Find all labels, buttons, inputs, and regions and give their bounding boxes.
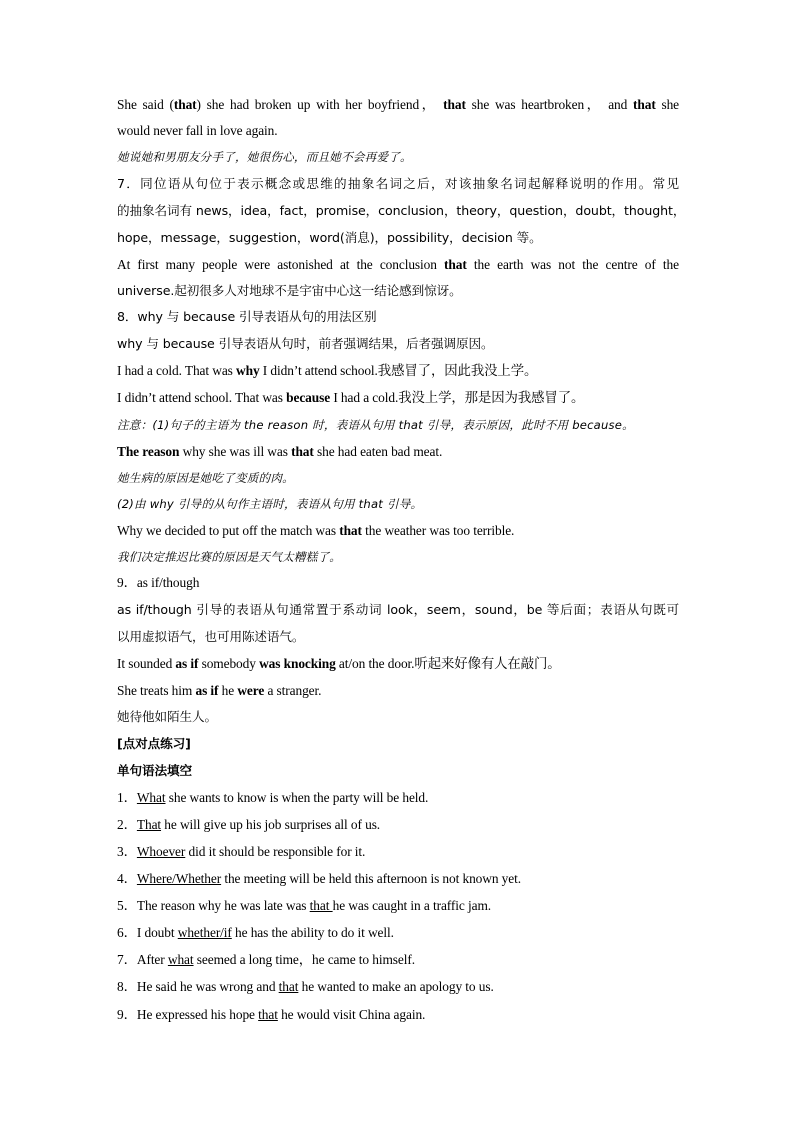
text-run: seemed a long time，he came to himself.	[193, 952, 415, 967]
text-run: did it should be responsible for it.	[185, 844, 366, 859]
text-run: 4．	[117, 871, 137, 886]
text-run: would never fall in love again.	[117, 123, 278, 138]
text-run: as if/though 引导的表语从句通常置于系动词 look，seem，sound，be 等后面；表语从句既可	[117, 602, 679, 617]
exercise-item-7	[117, 951, 679, 969]
text-run: 单句语法填空	[117, 763, 192, 778]
text-run: (2)由 why 引导的从句作主语时，表语从句用 that 引导。	[117, 497, 423, 511]
text-run: the earth was not the centre of the	[466, 257, 679, 272]
text-run: I had a cold.我没上学，那是因为我感冒了。	[330, 390, 585, 405]
answer-blank: what	[167, 952, 194, 967]
section-9-line-3	[117, 628, 679, 646]
emphasis-text: The reason	[117, 444, 180, 459]
example-translation-stranger	[117, 708, 679, 726]
answer-blank: Whoever	[136, 844, 186, 859]
example-sentence-why	[117, 362, 679, 380]
emphasis-text: because	[286, 390, 331, 405]
text-run: She said (	[117, 97, 174, 112]
section-7-line-2	[117, 202, 686, 220]
emphasis-text: were	[237, 683, 265, 698]
text-run: why she was ill was	[179, 444, 292, 459]
answer-blank: What	[136, 790, 166, 805]
section-9-heading	[117, 574, 679, 592]
text-run: I didn’t attend school.我感冒了，因此我没上学。	[259, 363, 538, 378]
exercise-subheading	[117, 762, 679, 780]
text-run: 我们决定推迟比赛的原因是天气太糟糕了。	[117, 550, 342, 564]
exercise-item-3	[117, 843, 679, 861]
exercise-item-6	[117, 924, 679, 942]
text-run: 3．	[117, 844, 137, 859]
text-run: It sounded	[117, 656, 176, 671]
text-run: 9．as if/though	[117, 575, 200, 590]
emphasis-text: why	[236, 363, 260, 378]
emphasis-text: that	[339, 523, 362, 538]
text-run: 8．He said he was wrong and	[117, 979, 279, 994]
text-run: he was caught in a traffic jam.	[332, 898, 492, 913]
section-7-line-3	[117, 229, 679, 247]
text-run: she	[655, 97, 680, 112]
example-sentence-because	[117, 389, 679, 407]
example-translation-reason	[117, 469, 679, 487]
text-run: why 与 because 引导表语从句时，前者强调结果，后者强调原因。	[117, 336, 494, 351]
text-run: 6．I doubt	[117, 925, 178, 940]
answer-blank: whether/if	[177, 925, 232, 940]
text-run: she was heartbroken， and	[465, 97, 634, 112]
example-sentence-reason	[117, 443, 679, 461]
example-translation-match	[117, 548, 679, 566]
emphasis-text: as if	[195, 683, 219, 698]
text-run: [点对点练习]	[117, 736, 191, 751]
example-sentence-stranger	[117, 682, 679, 700]
section-8-line-2	[117, 335, 679, 353]
exercise-item-2	[117, 816, 679, 834]
text-run: 8．why 与 because 引导表语从句的用法区别	[117, 309, 377, 324]
text-run: 7．同位语从句位于表示概念或思维的抽象名词之后，对该抽象名词起解释说明的作用。常见	[117, 176, 679, 191]
note-line-2	[117, 495, 679, 513]
note-line	[117, 416, 679, 434]
example-sentence-as-if	[117, 655, 679, 673]
text-run: universe.起初很多人对地球不是宇宙中心这一结论感到惊讶。	[117, 283, 462, 298]
text-run: I didn’t attend school. That was	[117, 390, 287, 405]
emphasis-text: was knocking	[259, 656, 336, 671]
exercise-item-8	[117, 978, 679, 996]
text-run: somebody	[198, 656, 260, 671]
example-translation	[117, 282, 679, 300]
emphasis-text: that	[291, 444, 314, 459]
section-7-heading	[117, 175, 679, 193]
text-run: he	[218, 683, 238, 698]
section-8-heading	[117, 308, 679, 326]
text-run: 1．	[117, 790, 137, 805]
answer-blank: that	[258, 1007, 278, 1022]
text-run: the weather was too terrible.	[361, 523, 515, 538]
example-sentence	[117, 256, 679, 274]
text-run: a stranger.	[264, 683, 322, 698]
text-run: the meeting will be held this afternoon is not known yet.	[221, 871, 521, 886]
exercise-item-5	[117, 897, 679, 915]
emphasis-text: as if	[175, 656, 199, 671]
text-run: 以用虚拟语气，也可用陈述语气。	[117, 629, 305, 644]
answer-blank: that	[309, 898, 333, 913]
text-run: Why we decided to put off the match was	[117, 523, 340, 538]
answer-blank: That	[136, 817, 162, 832]
text-run: 她生病的原因是她吃了变质的肉。	[117, 471, 294, 485]
chinese-translation-line	[117, 148, 679, 166]
text-run: 2．	[117, 817, 137, 832]
text-run: he has the ability to do it well.	[231, 925, 394, 940]
text-run: he will give up his job surprises all of us.	[161, 817, 381, 832]
emphasis-text: that	[173, 97, 197, 112]
text-run: 她待他如陌生人。	[117, 709, 217, 724]
paragraph-line-2	[117, 122, 679, 140]
exercise-item-4	[117, 870, 679, 888]
text-run: 9．He expressed his hope	[117, 1007, 259, 1022]
emphasis-text: that	[633, 97, 656, 112]
answer-blank: that	[278, 979, 299, 994]
text-run: he wanted to make an apology to us.	[298, 979, 494, 994]
text-run: 7．After	[117, 952, 168, 967]
text-run: 注意：(1)句子的主语为 the reason 时，表语从句用 that 引导，表示原因，此时不用 because。	[117, 418, 634, 432]
text-run: at/on the door.听起来好像有人在敲门。	[335, 656, 561, 671]
text-run: hope，message，suggestion，word(消息)，possibility，decision 等。	[117, 230, 542, 245]
text-run: She treats him	[117, 683, 196, 698]
emphasis-text: that	[443, 97, 466, 112]
text-run: he would visit China again.	[277, 1007, 426, 1022]
emphasis-text: that	[444, 257, 467, 272]
exercise-item-9	[117, 1006, 679, 1024]
text-run: I had a cold. That was	[117, 363, 237, 378]
text-run: 5．The reason why he was late was	[117, 898, 310, 913]
text-run: she had eaten bad meat.	[313, 444, 443, 459]
exercise-heading	[117, 735, 679, 753]
text-run: 的抽象名词有 news，idea，fact，promise，conclusion，theory，question，doubt，thought，	[117, 203, 686, 218]
answer-blank: Where/Whether	[136, 871, 222, 886]
exercise-item-1	[117, 789, 679, 807]
text-run: she wants to know is when the party will be held.	[165, 790, 429, 805]
example-sentence-match	[117, 522, 679, 540]
text-run: At first many people were astonished at the conclusion	[117, 257, 445, 272]
text-run: ) she had broken up with her boyfriend，	[196, 97, 444, 112]
text-run: 她说她和男朋友分手了，她很伤心，而且她不会再爱了。	[117, 150, 412, 164]
paragraph-line-1	[117, 96, 679, 114]
section-9-line-2	[117, 601, 679, 619]
